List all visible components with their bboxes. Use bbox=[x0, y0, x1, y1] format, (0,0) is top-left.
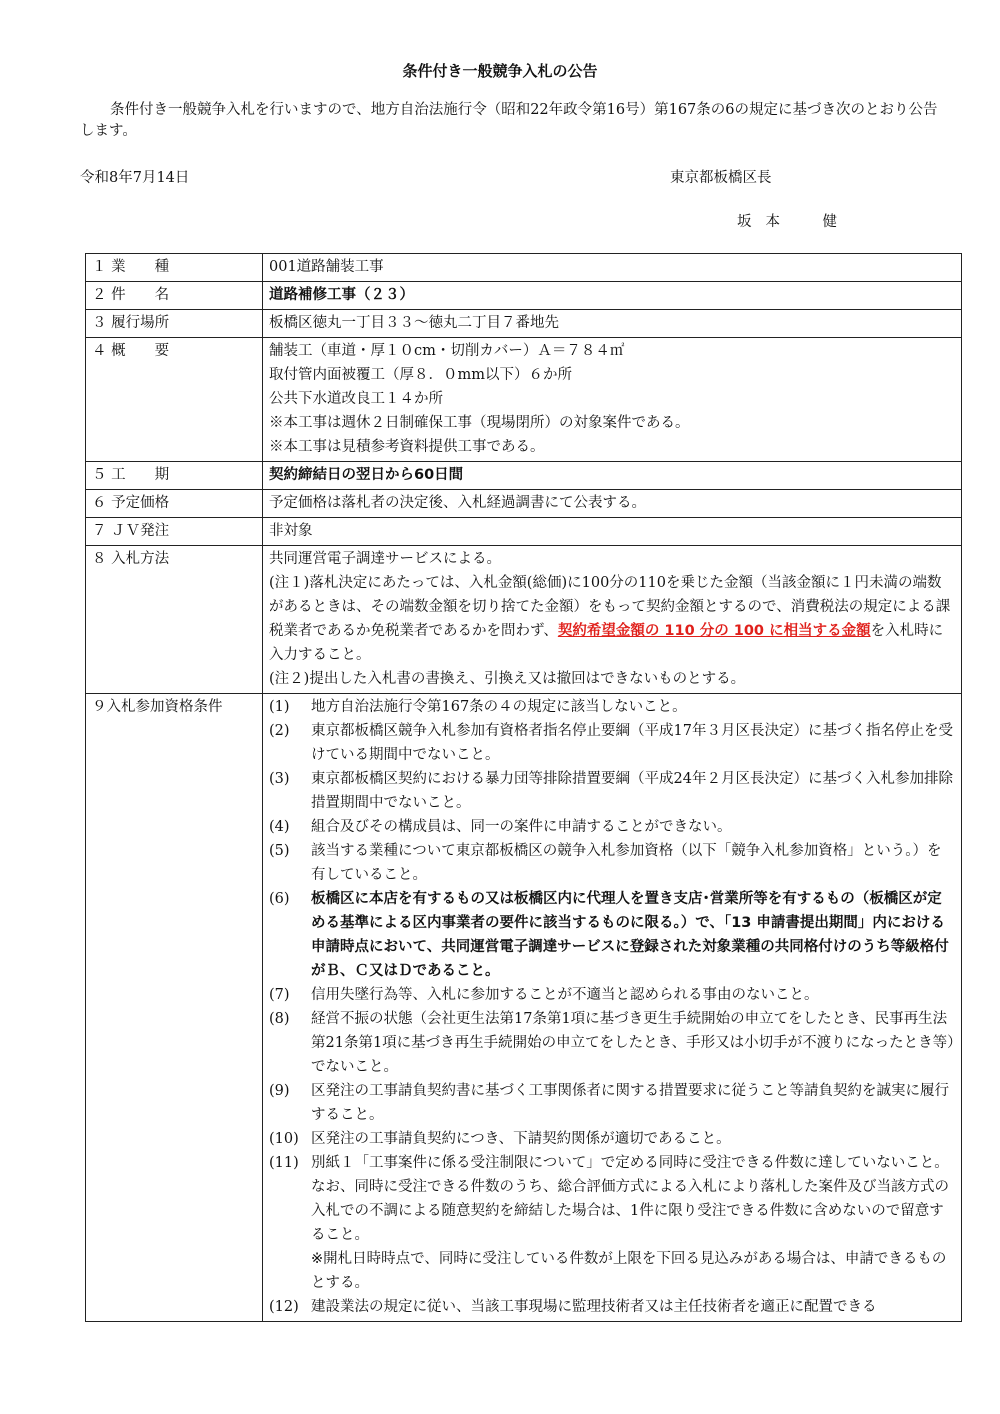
highlighted-note: 契約希望金額の 110 分の 100 に相当する金額 bbox=[557, 623, 871, 639]
condition-text: 東京都板橋区競争入札参加有資格者指名停止要綱（平成17年３月区長決定）に基づく指名停止を受けている期間中でないこと。 bbox=[311, 723, 953, 763]
row-label: ７ ＪＶ発注 bbox=[86, 518, 263, 546]
notice-date: 令和8年7月14日 bbox=[80, 170, 190, 186]
table-row bbox=[86, 462, 962, 490]
condition-number: (4) bbox=[269, 819, 290, 835]
condition-number: (3) bbox=[269, 771, 290, 787]
condition-item bbox=[269, 719, 955, 767]
row-label: ４ 概 要 bbox=[86, 338, 263, 462]
row-value bbox=[263, 546, 962, 694]
table-row bbox=[86, 490, 962, 518]
summary-line: 舗装工（車道・厚１０cm・切削カバー）Ａ＝７８４㎡ bbox=[269, 343, 625, 359]
row-value bbox=[263, 694, 962, 1322]
condition-number: (7) bbox=[269, 987, 290, 1003]
condition-number: (8) bbox=[269, 1011, 290, 1027]
condition-item bbox=[269, 1079, 955, 1127]
condition-item bbox=[269, 983, 955, 1007]
summary-line: 取付管内面被覆工（厚８．０mm以下）６か所 bbox=[269, 367, 572, 383]
row-value bbox=[263, 338, 962, 462]
condition-text: 建設業法の規定に従い、当該工事現場に監理技術者又は主任技術者を適正に配置できる bbox=[311, 1299, 877, 1315]
row-value: 001道路舗装工事 bbox=[263, 254, 962, 282]
notice-title: 条件付き一般競争入札の公告 bbox=[402, 62, 598, 80]
issuer: 東京都板橋区長 bbox=[670, 170, 772, 186]
condition-text: 板橋区に本店を有するもの又は板橋区内に代理人を置き支店･営業所等を有するもの（板橋区が定める基準による区内事業者の要件に該当するものに限る。）で、「13 申請書提出期間」内における申請時点において、共同運営電子調達サービスに登録された対象業種の共同格付けのうち等級格付がＢ、Ｃ又はＤであること。 bbox=[311, 891, 949, 979]
row-value: 予定価格は落札者の決定後、入札経過調書にて公表する。 bbox=[263, 490, 962, 518]
table-row bbox=[86, 282, 962, 310]
condition-number: (9) bbox=[269, 1083, 290, 1099]
summary-line: 公共下水道改良工１４か所 bbox=[269, 391, 443, 407]
row-label: ６ 予定価格 bbox=[86, 490, 263, 518]
summary-line: ※本工事は週休２日制確保工事（現場閉所）の対象案件である。 bbox=[269, 415, 690, 431]
bid-method-note-1 bbox=[269, 571, 955, 667]
condition-number: (6) bbox=[269, 891, 290, 907]
condition-item bbox=[269, 1295, 955, 1319]
row-value: 非対象 bbox=[263, 518, 962, 546]
table-row bbox=[86, 518, 962, 546]
row-label: ５ 工 期 bbox=[86, 462, 263, 490]
table-row bbox=[86, 694, 962, 1322]
condition-number: (2) bbox=[269, 723, 290, 739]
condition-number: (1) bbox=[269, 699, 290, 715]
condition-text bbox=[311, 1151, 955, 1295]
bid-method-line: 共同運営電子調達サービスによる。 bbox=[269, 551, 501, 567]
condition-number: (10) bbox=[269, 1131, 299, 1147]
row-value: 板橋区徳丸一丁目３３～徳丸二丁目７番地先 bbox=[263, 310, 962, 338]
condition-item bbox=[269, 1127, 955, 1151]
row-label: ８ 入札方法 bbox=[86, 546, 263, 694]
condition-text: 信用失墜行為等、入札に参加することが不適当と認められる事由のないこと。 bbox=[311, 987, 819, 1003]
condition-text: 地方自治法施行令第167条の４の規定に該当しないこと。 bbox=[311, 699, 687, 715]
table-row bbox=[86, 310, 962, 338]
condition-number: (11) bbox=[269, 1155, 299, 1171]
condition-text: 区発注の工事請負契約書に基づく工事関係者に関する措置要求に従うこと等請負契約を誠実に履行すること。 bbox=[311, 1083, 949, 1123]
condition-item bbox=[269, 815, 955, 839]
condition-text: 経営不振の状態（会社更生法第17条第1項に基づき更生手続開始の申立てをしたとき、民事再生法第21条第1項に基づき再生手続開始の申立てをしたとき、手形又は小切手が不渡りになったとき等）でないこと。 bbox=[311, 1011, 955, 1075]
row-label: ９入札参加資格条件 bbox=[86, 694, 263, 1322]
condition-text: 区発注の工事請負契約につき、下請契約関係が適切であること。 bbox=[311, 1131, 731, 1147]
condition-item bbox=[269, 695, 955, 719]
note-text: を入札時に入力すること。 bbox=[269, 623, 944, 663]
row-label: ２ 件 名 bbox=[86, 282, 263, 310]
intro-paragraph: 条件付き一般競争入札を行いますので、地方自治法施行令（昭和22年政令第16号）第167条の6の規定に基づき次のとおり公告します。 bbox=[80, 102, 938, 139]
condition-body: 別紙１「工事案件に係る受注制限について」で定める同時に受注できる件数に達していないこと。なお、同時に受注できる件数のうち、総合評価方式による入札により落札した案件及び当該方式の入札での不調による随意契約を締結した場合は、1件に限り受注できる件数に含めないので留意すること。 bbox=[311, 1155, 949, 1243]
condition-text: 組合及びその構成員は、同一の案件に申請することができない。 bbox=[311, 819, 732, 835]
condition-text: 該当する業種について東京都板橋区の競争入札参加資格（以下「競争入札参加資格」という。）を有していること。 bbox=[311, 843, 942, 883]
condition-number: (5) bbox=[269, 843, 290, 859]
notice-table bbox=[85, 253, 962, 1322]
condition-item bbox=[269, 767, 955, 815]
signatory: 坂本 健 bbox=[737, 214, 851, 230]
condition-item bbox=[269, 839, 955, 887]
summary-line: ※本工事は見積参考資料提供工事である。 bbox=[269, 439, 545, 455]
table-row bbox=[86, 338, 962, 462]
row-label: ３ 履行場所 bbox=[86, 310, 263, 338]
condition-item bbox=[269, 887, 955, 983]
row-value: 道路補修工事（２３） bbox=[263, 282, 962, 310]
bid-method-note-2: (注２)提出した入札書の書換え、引換え又は撤回はできないものとする。 bbox=[269, 671, 746, 687]
condition-item bbox=[269, 1007, 955, 1079]
row-value: 契約締結日の翌日から60日間 bbox=[263, 462, 962, 490]
condition-text: 東京都板橋区契約における暴力団等排除措置要綱（平成24年２月区長決定）に基づく入札参加排除措置期間中でないこと。 bbox=[311, 771, 953, 811]
table-row bbox=[86, 546, 962, 694]
note-text: (注１)落札決定にあたっては、入札金額(総価)に100分の110を乗じた金額（当該金額に１円未満の端数があるときは、その端数金額を切り捨てた金額）をもって契約金額とするので、消費税法の規定による課税業者であるか免税業者であるかを問わず、 bbox=[269, 575, 951, 639]
condition-item bbox=[269, 1151, 955, 1295]
condition-number: (12) bbox=[269, 1299, 299, 1315]
table-row bbox=[86, 254, 962, 282]
row-label: １ 業 種 bbox=[86, 254, 263, 282]
condition-note: ※開札日時時点で、同時に受注している件数が上限を下回る見込みがある場合は、申請できるものとする。 bbox=[311, 1251, 947, 1291]
